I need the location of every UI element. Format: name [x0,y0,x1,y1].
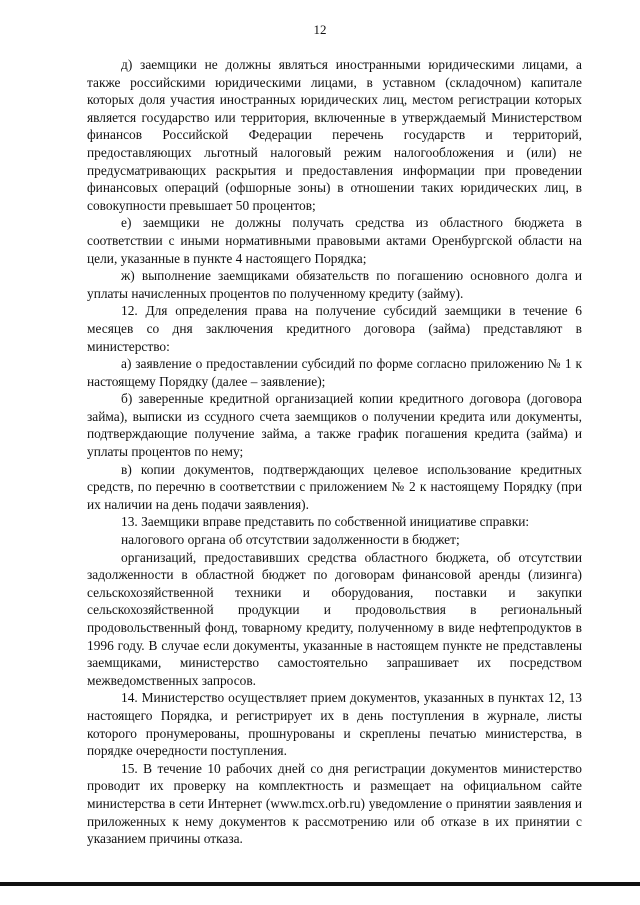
paragraph-e: е) заемщики не должны получать средства из областного бюджета в соответствии с иными нормативными правовыми актами Оренбургской области на цели, указанные в пункте 4 настоящего Порядка; [87,215,582,266]
paragraph-13-tax: налогового органа об отсутствии задолженности в бюджет; [121,532,460,548]
paragraph-13: 13. Заемщики вправе представить по собственной инициативе справки: [121,514,530,530]
paragraph-d: д) заемщики не должны являться иностранными юридическими лицами, а также российскими юридическими лицами, в уставном (складочном) капитале которых доля участия иностранных юридических лиц, местом регистрации которых является государство или территория, включенные в утверждаемый Министерством финансов Российской Федерации перечень государств и территорий, предоставляющих льготный налоговый режим налогообложения и (или) не предусматривающих раскрытия и предоставления информации при проведении финансовых операций (офшорные зоны) в отношении таких юридических лиц, в совокупности превышает 50 процентов; [87,57,582,213]
paragraph-12b: б) заверенные кредитной организацией копии кредитного договора (договора займа), выписки из ссудного счета заемщиков о получении кредита или документы, подтверждающие получение займа, а также график погашения кредита (займа) и уплаты процентов по нему; [87,391,582,460]
bottom-rule [0,882,640,886]
document-body [87,56,582,848]
paragraph-12: 12. Для определения права на получение субсидий заемщики в течение 6 месяцев со дня заключения кредитного договора (займа) представляют в министерство: [87,303,582,354]
page-number: 12 [313,22,327,37]
paragraph-zh: ж) выполнение заемщиками обязательств по погашению основного долга и уплаты начисленных процентов по полученному кредиту (займу). [87,268,582,301]
paragraph-12a: а) заявление о предоставлении субсидий по форме согласно приложению № 1 к настоящему Порядку (далее – заявление); [87,356,582,389]
paragraph-14: 14. Министерство осуществляет прием документов, указанных в пунктах 12, 13 настоящего Порядка, и регистрирует их в день поступления в журнале, листы которого пронумерованы, прошнурованы и скреплены печатью министерства, в порядке очередности поступления. [87,690,582,759]
paragraph-15: 15. В течение 10 рабочих дней со дня регистрации документов министерство проводит их проверку на комплектность и размещает на официальном сайте министерства в сети Интернет (www.mcx.orb.ru) уведомление о принятии заявления и приложенных к нему документов к рассмотрению или об отказе в их принятии с указанием причины отказа. [87,760,582,847]
paragraph-12v: в) копии документов, подтверждающих целевое использование кредитных средств, по перечню в соответствии с приложением № 2 к настоящему Порядку (при их наличии на день подачи заявления). [87,461,582,512]
paragraph-13-orgs: организаций, предоставивших средства областного бюджета, об отсутствии задолженности в областной бюджет по договорам финансовой аренды (лизинга) сельскохозяйственной техники и оборудования, поставки и закупки сельскохозяйственной продукции и продовольствия в региональный продовольственный фонд, товарному кредиту, полученному в виде нефтепродуктов в 1996 году. В случае если документы, указанные в настоящем пункте не представлены заемщиками, министерство самостоятельно запрашивает их посредством межведомственных запросов. [87,549,582,688]
